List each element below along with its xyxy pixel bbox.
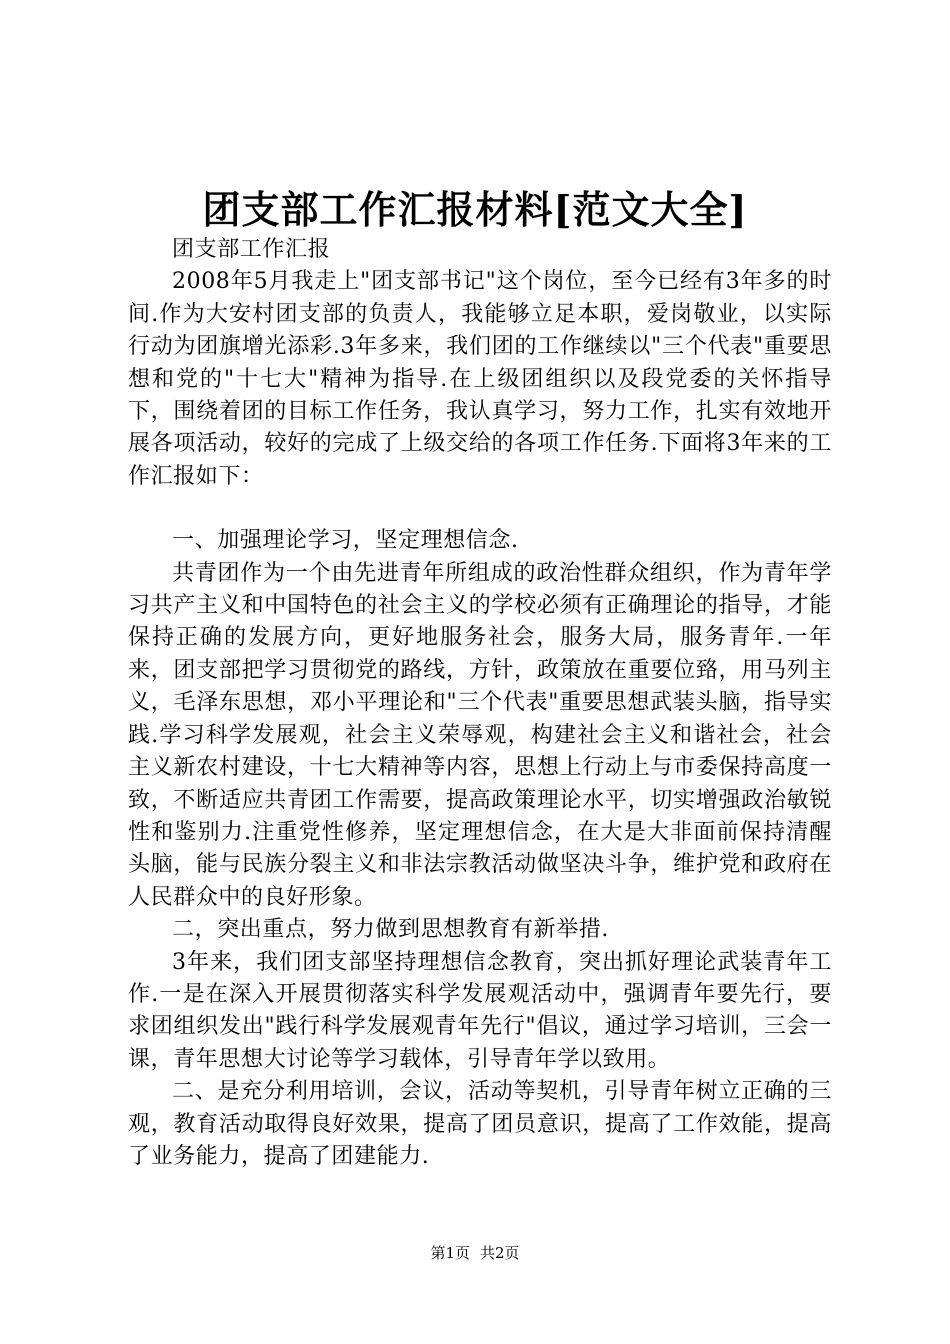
section-heading: 二，突出重点，努力做到思想教育有新举措. <box>172 917 609 943</box>
page-footer <box>0 1243 950 1263</box>
body-paragraph: 二、是充分利用培训，会议，活动等契机，引导青年树立正确的三观，教育活动取得良好效果，提高了团员意识，提高了工作效能，提高了业务能力，提高了团建能力. <box>128 1079 832 1169</box>
section-heading: 一、加强理论学习，坚定理想信念. <box>172 528 519 554</box>
body-paragraph: 3年来，我们团支部坚持理想信念教育，突出抓好理论武装青年工作.一是在深入开展贯彻落实科学发展观活动中，强调青年要先行，要求团组织发出"践行科学发展观青年先行"倡议，通过学习培训，三会一课，青年思想大讨论等学习载体，引导青年学以致用。 <box>128 949 832 1072</box>
page-number: 第1页 <box>430 1244 470 1262</box>
document-body <box>128 234 832 1173</box>
document-title: 团支部工作汇报材料[范文大全] <box>202 187 748 232</box>
paragraph-gap <box>128 493 832 525</box>
page-count: 共2页 <box>480 1244 520 1262</box>
body-paragraph: 2008年5月我走上"团支部书记"这个岗位，至今已经有3年多的时间.作为大安村团支部的负责人，我能够立足本职，爱岗敬业，以实际行动为团旗增光添彩.3年多来，我们团的工作继续以"三个代表"重要思想和党的"十七大"精神为指导.在上级团组织以及段党委的关怀指导下，围绕着团的目标工作任务，我认真学习，努力工作，扎实有效地开展各项活动，较好的完成了上级交给的各项工作任务.下面将3年来的工作汇报如下： <box>128 269 832 489</box>
section-heading: 团支部工作汇报 <box>172 237 331 262</box>
body-paragraph: 共青团作为一个由先进青年所组成的政治性群众组织，作为青年学习共产主义和中国特色的社会主义的学校必须有正确理论的指导，才能保持正确的发展方向，更好地服务社会，服务大局，服务青年.一年来，团支部把学习贯彻党的路线，方针，政策放在重要位臵，用马列主义，毛泽东思想，邓小平理论和"三个代表"重要思想武装头脑，指导实践.学习科学发展观，社会主义荣辱观，构建社会主义和谐社会，社会主义新农村建设，十七大精神等内容，思想上行动上与市委保持高度一致，不断适应共青团工作需要，提高政策理论水平，切实增强政治敏锐性和鉴别力.注重党性修养，坚定理想信念，在大是大非面前保持清醒头脑，能与民族分裂主义和非法宗教活动做坚决斗争，维护党和政府在人民群众中的良好形象。 <box>128 560 832 910</box>
